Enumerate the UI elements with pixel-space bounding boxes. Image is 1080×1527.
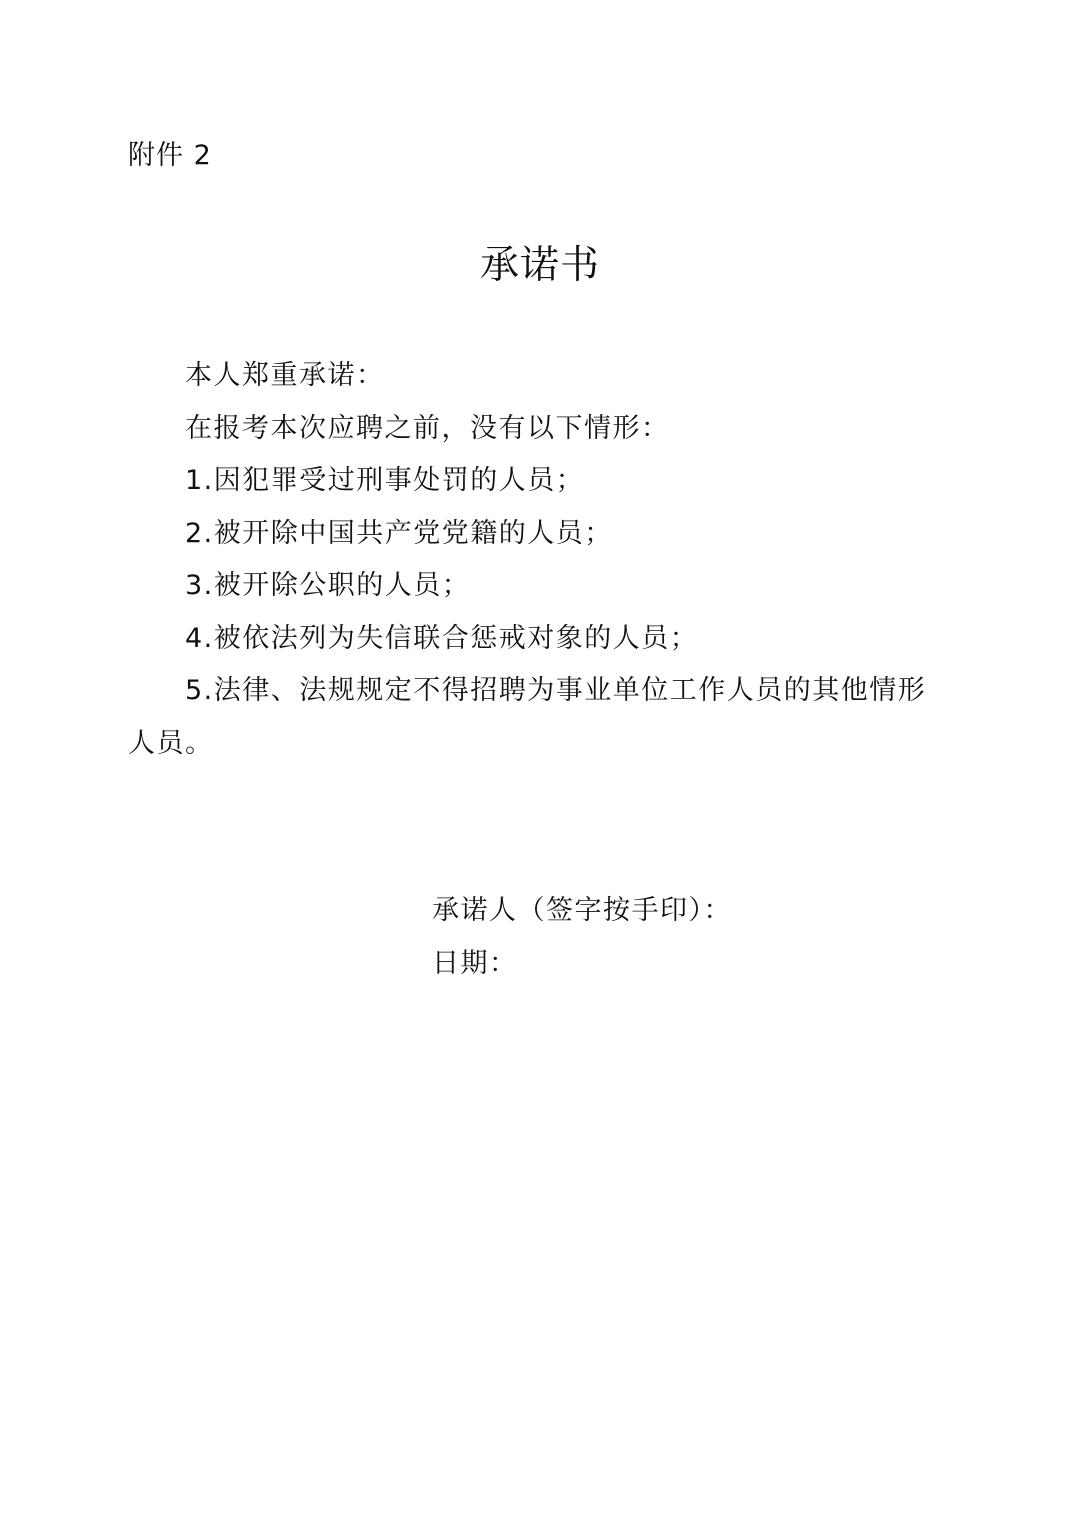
- attachment-label: 附件 2: [128, 140, 212, 171]
- document-title: 承诺书: [479, 243, 600, 288]
- commitment-item-2: 2.被开除中国共产党党籍的人员；: [185, 517, 613, 549]
- commitment-item-1: 1.因犯罪受过刑事处罚的人员；: [185, 465, 585, 496]
- date-label: 日期：: [432, 948, 518, 979]
- signature-block: [432, 884, 732, 990]
- commitment-item-3: 3.被开除公职的人员；: [185, 570, 471, 601]
- signer-label: 承诺人（签字按手印）：: [432, 895, 732, 926]
- commitment-intro: 本人郑重承诺：: [185, 360, 385, 391]
- commitment-body: [128, 350, 952, 770]
- commitment-condition-intro: 在报考本次应聘之前，没有以下情形：: [185, 412, 670, 444]
- commitment-item-4: 4.被依法列为失信联合惩戒对象的人员；: [185, 622, 699, 654]
- commitment-item-5: 5.法律、法规规定不得招聘为事业单位工作人员的其他情形人员。: [128, 675, 927, 759]
